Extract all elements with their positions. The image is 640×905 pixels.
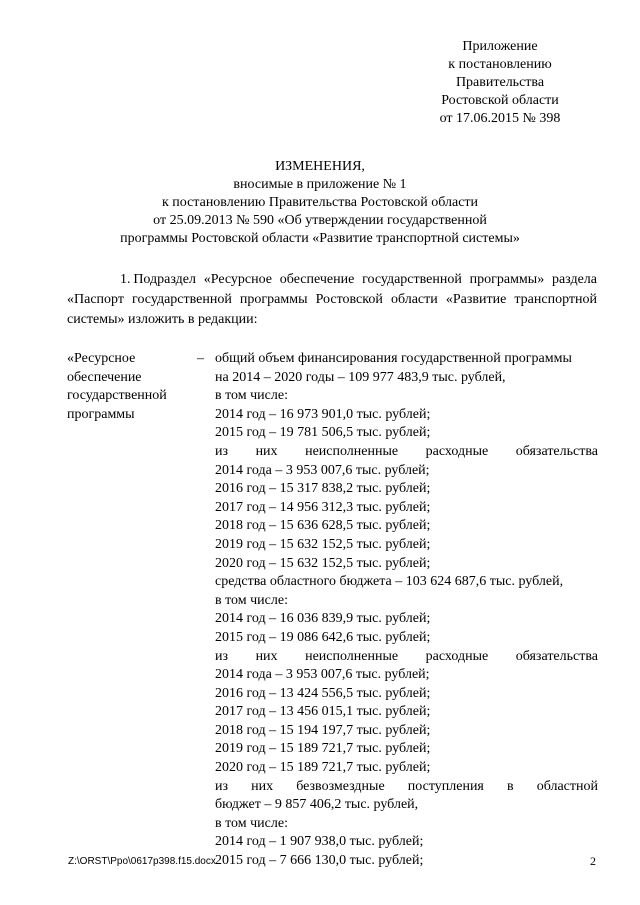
- funding-line: 2020 год – 15 189 721,7 тыс. рублей;: [215, 760, 431, 776]
- funding-line: в том числе:: [215, 815, 288, 831]
- footer-file-path: Z:\ORST\Ppo\0617p398.f15.docx: [68, 856, 216, 867]
- funding-line: 2018 год – 15 636 628,5 тыс. рублей;: [215, 518, 431, 534]
- funding-word: них: [251, 778, 274, 794]
- funding-line: [215, 778, 598, 797]
- label-dash: –: [197, 351, 204, 366]
- funding-line: 2019 год – 15 632 152,5 тыс. рублей;: [215, 536, 431, 552]
- funding-line: 2016 год – 13 424 556,5 тыс. рублей;: [215, 685, 431, 701]
- label-line: программы: [67, 406, 135, 422]
- funding-line: 2015 год – 19 781 506,5 тыс. рублей;: [215, 425, 431, 441]
- appendix-line: Правительства: [455, 75, 545, 90]
- paragraph-text: Подраздел «Ресурсное обеспечение государственной программы» раздела «Паспорт государственной программы Ростовской области «Развитие транспортной системы» изложить в редакции:: [67, 272, 597, 327]
- funding-line: 2018 год – 15 194 197,7 тыс. рублей;: [215, 722, 431, 738]
- funding-word: неисполненные: [305, 648, 399, 664]
- funding-line: 2015 год – 19 086 642,6 тыс. рублей;: [215, 629, 431, 645]
- passport-label: [67, 350, 187, 424]
- funding-line: 2014 год – 16 036 839,9 тыс. рублей;: [215, 611, 431, 627]
- funding-word: из: [215, 778, 229, 794]
- funding-line: [215, 648, 598, 667]
- funding-word: них: [255, 443, 278, 459]
- page-number: 2: [590, 854, 596, 868]
- funding-line: 2014 года – 3 953 007,6 тыс. рублей;: [215, 462, 430, 478]
- funding-word: в: [506, 778, 514, 794]
- funding-word: обязательства: [515, 648, 598, 664]
- funding-line: 2017 год – 13 456 015,1 тыс. рублей;: [215, 704, 431, 720]
- funding-word: расходные: [425, 648, 489, 664]
- passport-content: [215, 350, 598, 871]
- appendix-line: Приложение: [462, 39, 538, 54]
- funding-line: 2017 год – 14 956 312,3 тыс. рублей;: [215, 499, 431, 515]
- funding-line: [215, 443, 598, 462]
- funding-word: них: [255, 648, 278, 664]
- funding-line: 2019 год – 15 189 721,7 тыс. рублей;: [215, 741, 431, 757]
- funding-word: расходные: [425, 443, 489, 459]
- appendix-block: [410, 38, 590, 128]
- document-title: [40, 158, 600, 248]
- funding-line: 2016 год – 15 317 838,2 тыс. рублей;: [215, 481, 431, 497]
- title-line: программы Ростовской области «Развитие транспортной системы»: [120, 231, 520, 246]
- label-line: «Ресурсное: [67, 351, 136, 366]
- funding-line: на 2014 – 2020 годы – 109 977 483,9 тыс. рублей,: [215, 369, 506, 385]
- funding-line: 2014 года – 3 953 007,6 тыс. рублей;: [215, 667, 430, 683]
- paragraph-number: 1.: [120, 272, 131, 287]
- funding-line: в том числе:: [215, 592, 288, 608]
- title-heading: ИЗМЕНЕНИЯ,: [275, 159, 365, 174]
- funding-word: неисполненные: [305, 443, 399, 459]
- funding-line: 2015 год – 7 666 130,0 тыс. рублей;: [215, 853, 424, 869]
- appendix-line: к постановлению: [448, 57, 552, 72]
- funding-word: областной: [536, 778, 598, 794]
- funding-line: средства областного бюджета – 103 624 687,6 тыс. рублей,: [215, 574, 564, 590]
- appendix-line: Ростовской области: [441, 93, 559, 108]
- funding-line: в том числе:: [215, 388, 288, 404]
- funding-word: безвозмездные: [296, 778, 385, 794]
- appendix-line: от 17.06.2015 № 398: [439, 111, 561, 126]
- funding-word: из: [215, 443, 229, 459]
- funding-line: 2014 год – 16 973 901,0 тыс. рублей;: [215, 406, 431, 422]
- title-line: к постановлению Правительства Ростовской области: [161, 195, 479, 210]
- funding-word: обязательства: [515, 443, 598, 459]
- funding-line: общий объем финансирования государственной программы: [215, 351, 572, 366]
- paragraph-1: [67, 270, 597, 330]
- label-line: обеспечение: [67, 369, 142, 385]
- label-line: государственной: [67, 388, 167, 404]
- funding-word: поступления: [407, 778, 484, 794]
- funding-word: из: [215, 648, 229, 664]
- funding-line: 2014 год – 1 907 938,0 тыс. рублей;: [215, 834, 424, 850]
- title-line: вносимые в приложение № 1: [233, 177, 407, 192]
- title-line: от 25.09.2013 № 590 «Об утверждении государственной: [153, 213, 487, 228]
- funding-line: бюджет – 9 857 406,2 тыс. рублей,: [215, 797, 419, 813]
- funding-line: 2020 год – 15 632 152,5 тыс. рублей;: [215, 555, 431, 571]
